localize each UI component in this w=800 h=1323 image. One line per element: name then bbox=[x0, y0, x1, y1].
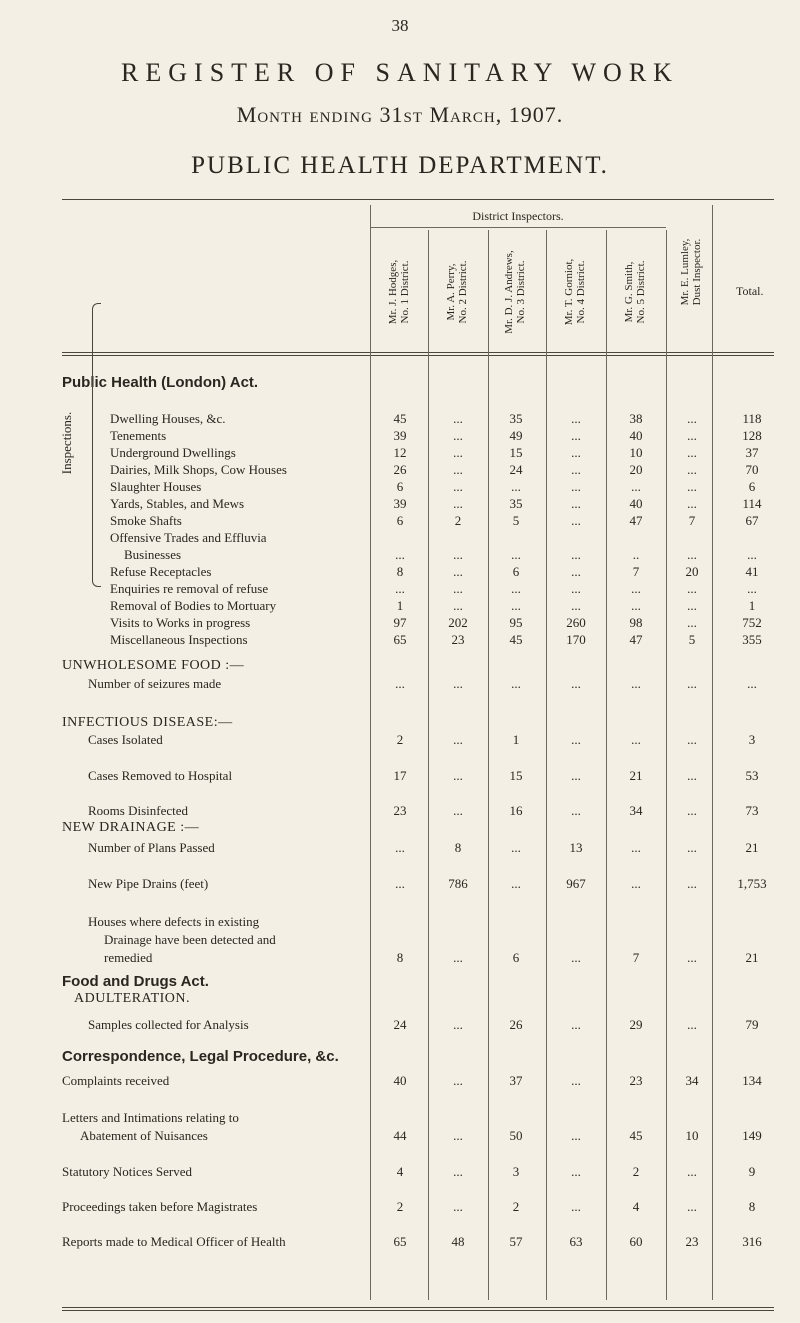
inspector-column-heading: Mr. J. Hodges, No. 1 District. bbox=[387, 259, 411, 325]
value-cell: 44 bbox=[393, 1128, 407, 1143]
value-cell: ... bbox=[571, 768, 581, 783]
row-label: Yards, Stables, and Mews bbox=[110, 496, 245, 511]
value-cell: 15 bbox=[509, 445, 523, 460]
value-cell: 1 bbox=[396, 598, 404, 613]
value-cell: ... bbox=[453, 1199, 463, 1214]
row-label: Dairies, Milk Shops, Cow Houses bbox=[110, 462, 287, 477]
value-cell: ... bbox=[453, 564, 463, 579]
value-cell: 202 bbox=[448, 615, 468, 630]
total-cell: 73 bbox=[745, 803, 759, 818]
value-cell: ... bbox=[631, 732, 641, 747]
value-cell: ... bbox=[687, 840, 697, 855]
row-label: Cases Removed to Hospital bbox=[88, 768, 233, 783]
value-cell: ... bbox=[453, 803, 463, 818]
value-cell: ... bbox=[687, 547, 697, 562]
value-cell: ... bbox=[687, 876, 697, 891]
value-cell: ... bbox=[571, 950, 581, 965]
value-cell: 47 bbox=[629, 513, 643, 528]
value-cell: 39 bbox=[393, 496, 407, 511]
value-cell: ... bbox=[687, 462, 697, 477]
value-cell: ... bbox=[453, 732, 463, 747]
value-cell: 23 bbox=[393, 803, 407, 818]
value-cell: 39 bbox=[393, 428, 407, 443]
value-cell: ... bbox=[687, 676, 697, 691]
value-cell: 23 bbox=[629, 1073, 643, 1088]
total-cell: 21 bbox=[745, 840, 759, 855]
inspector-column-heading: Mr. T. Gorniot, No. 4 District. bbox=[563, 258, 587, 326]
row-label: Dwelling Houses, &c. bbox=[110, 411, 226, 426]
value-cell: 3 bbox=[512, 1164, 520, 1179]
value-cell: 10 bbox=[685, 1128, 699, 1143]
value-cell: ... bbox=[511, 840, 521, 855]
total-cell: 67 bbox=[745, 513, 759, 528]
row-label: Proceedings taken before Magistrates bbox=[62, 1199, 258, 1214]
value-cell: ... bbox=[511, 479, 521, 494]
total-cell: 79 bbox=[745, 1017, 759, 1032]
value-cell: 49 bbox=[509, 428, 523, 443]
department-title: PUBLIC HEALTH DEPARTMENT. bbox=[191, 152, 609, 179]
value-cell: ... bbox=[687, 732, 697, 747]
value-cell: 5 bbox=[512, 513, 520, 528]
value-cell: 63 bbox=[569, 1234, 583, 1249]
value-cell: ... bbox=[687, 803, 697, 818]
section-heading: Public Health (London) Act. bbox=[62, 374, 259, 391]
total-cell: ... bbox=[747, 547, 757, 562]
row-label: New Pipe Drains (feet) bbox=[88, 876, 209, 891]
value-cell: ... bbox=[453, 1073, 463, 1088]
value-cell: 20 bbox=[629, 462, 643, 477]
row-label: Reports made to Medical Officer of Health bbox=[62, 1234, 286, 1249]
total-cell: 6 bbox=[748, 479, 756, 494]
top-rule bbox=[62, 199, 774, 200]
value-cell: ... bbox=[511, 547, 521, 562]
total-cell: 8 bbox=[748, 1199, 756, 1214]
value-cell: ... bbox=[687, 581, 697, 596]
value-cell: 23 bbox=[451, 632, 465, 647]
register-title: REGISTER OF SANITARY WORK bbox=[121, 58, 679, 87]
value-cell: 786 bbox=[448, 876, 468, 891]
value-cell: 45 bbox=[629, 1128, 643, 1143]
value-cell: 29 bbox=[629, 1017, 643, 1032]
row-label: Number of Plans Passed bbox=[88, 840, 215, 855]
row-label: Underground Dwellings bbox=[110, 445, 236, 460]
value-cell: ... bbox=[395, 676, 405, 691]
value-cell: ... bbox=[571, 676, 581, 691]
total-cell: 53 bbox=[745, 768, 759, 783]
value-cell: 967 bbox=[566, 876, 586, 891]
value-cell: ... bbox=[395, 840, 405, 855]
value-cell: 60 bbox=[629, 1234, 643, 1249]
value-cell: ... bbox=[571, 496, 581, 511]
value-cell: 8 bbox=[454, 840, 462, 855]
row-label: Samples collected for Analysis bbox=[88, 1017, 249, 1032]
value-cell: 4 bbox=[396, 1164, 404, 1179]
row-label: Offensive Trades and Effluvia bbox=[110, 530, 267, 545]
value-cell: ... bbox=[453, 1017, 463, 1032]
page-number: 38 bbox=[391, 16, 409, 35]
value-cell: ... bbox=[687, 479, 697, 494]
value-cell: ... bbox=[511, 581, 521, 596]
value-cell: ... bbox=[687, 1017, 697, 1032]
total-cell: 70 bbox=[745, 462, 759, 477]
value-cell: 40 bbox=[629, 428, 643, 443]
total-cell: ... bbox=[747, 676, 757, 691]
value-cell: ... bbox=[453, 581, 463, 596]
value-cell: 170 bbox=[566, 632, 586, 647]
row-label: Tenements bbox=[110, 428, 167, 443]
bottom-rule bbox=[62, 1307, 774, 1308]
value-cell: 13 bbox=[569, 840, 583, 855]
total-cell: 9 bbox=[748, 1164, 756, 1179]
row-label: Drainage have been detected and bbox=[104, 932, 276, 947]
value-cell: ... bbox=[571, 428, 581, 443]
total-cell: 21 bbox=[745, 950, 759, 965]
section-heading: INFECTIOUS DISEASE:— bbox=[62, 715, 233, 730]
total-heading: Total. bbox=[736, 284, 764, 298]
value-cell: 57 bbox=[509, 1234, 523, 1249]
value-cell: 17 bbox=[393, 768, 407, 783]
value-cell: ... bbox=[687, 598, 697, 613]
value-cell: 23 bbox=[685, 1234, 699, 1249]
value-cell: ... bbox=[571, 1164, 581, 1179]
value-cell: ... bbox=[453, 496, 463, 511]
value-cell: 2 bbox=[454, 513, 462, 528]
value-cell: ... bbox=[571, 1017, 581, 1032]
row-label: Complaints received bbox=[62, 1073, 170, 1088]
value-cell: ... bbox=[687, 950, 697, 965]
value-cell: ... bbox=[687, 496, 697, 511]
total-cell: 3 bbox=[748, 732, 756, 747]
header-rule-2 bbox=[62, 355, 774, 356]
value-cell: 65 bbox=[393, 1234, 407, 1249]
total-cell: 37 bbox=[745, 445, 759, 460]
row-label: Number of seizures made bbox=[88, 676, 222, 691]
value-cell: 37 bbox=[509, 1073, 523, 1088]
value-cell: 45 bbox=[509, 632, 523, 647]
value-cell: ... bbox=[453, 598, 463, 613]
value-cell: 38 bbox=[629, 411, 643, 426]
value-cell: ... bbox=[571, 564, 581, 579]
value-cell: ... bbox=[687, 445, 697, 460]
value-cell: 8 bbox=[396, 564, 404, 579]
header-rule bbox=[62, 352, 774, 353]
value-cell: 10 bbox=[629, 445, 643, 460]
value-cell: 34 bbox=[685, 1073, 699, 1088]
value-cell: ... bbox=[453, 768, 463, 783]
value-cell: 12 bbox=[393, 445, 407, 460]
value-cell: 26 bbox=[393, 462, 407, 477]
value-cell: 7 bbox=[688, 513, 696, 528]
total-cell: 1,753 bbox=[737, 876, 767, 891]
row-label: Slaughter Houses bbox=[110, 479, 202, 494]
value-cell: 47 bbox=[629, 632, 643, 647]
value-cell: ... bbox=[395, 876, 405, 891]
total-cell: 134 bbox=[742, 1073, 762, 1088]
value-cell: ... bbox=[571, 732, 581, 747]
value-cell: ... bbox=[631, 840, 641, 855]
value-cell: ... bbox=[453, 445, 463, 460]
value-cell: ... bbox=[511, 598, 521, 613]
row-label: Letters and Intimations relating to bbox=[62, 1110, 239, 1125]
total-cell: 355 bbox=[742, 632, 762, 647]
row-label: Visits to Works in progress bbox=[110, 615, 251, 630]
row-label: Refuse Receptacles bbox=[110, 564, 212, 579]
row-label: Smoke Shafts bbox=[110, 513, 182, 528]
value-cell: 15 bbox=[509, 768, 523, 783]
value-cell: ... bbox=[631, 581, 641, 596]
value-cell: ... bbox=[571, 479, 581, 494]
value-cell: 65 bbox=[393, 632, 407, 647]
value-cell: 2 bbox=[632, 1164, 640, 1179]
row-label: Businesses bbox=[124, 547, 182, 562]
value-cell: ... bbox=[631, 676, 641, 691]
total-cell: 118 bbox=[742, 411, 762, 426]
value-cell: ... bbox=[631, 479, 641, 494]
value-cell: 21 bbox=[629, 768, 643, 783]
total-cell: ... bbox=[747, 581, 757, 596]
value-cell: ... bbox=[571, 581, 581, 596]
bottom-rule-2 bbox=[62, 1310, 774, 1311]
row-label: Abatement of Nuisances bbox=[80, 1128, 208, 1143]
value-cell: 2 bbox=[396, 1199, 404, 1214]
section-heading: ADULTERATION. bbox=[74, 991, 191, 1006]
value-cell: ... bbox=[453, 411, 463, 426]
value-cell: ... bbox=[631, 598, 641, 613]
value-cell: 6 bbox=[512, 950, 520, 965]
value-cell: ... bbox=[571, 1128, 581, 1143]
total-cell: 1 bbox=[748, 598, 756, 613]
inspector-column-heading: Mr. A. Perry, No. 2 District. bbox=[445, 260, 469, 324]
row-label: Statutory Notices Served bbox=[62, 1164, 192, 1179]
value-cell: ... bbox=[453, 462, 463, 477]
inspections-label: Inspections. bbox=[59, 411, 75, 475]
value-cell: 24 bbox=[393, 1017, 407, 1032]
total-cell: 128 bbox=[742, 428, 762, 443]
section-heading: UNWHOLESOME FOOD :— bbox=[62, 658, 245, 673]
value-cell: 40 bbox=[393, 1073, 407, 1088]
value-cell: 34 bbox=[629, 803, 643, 818]
value-cell: 40 bbox=[629, 496, 643, 511]
inspector-column-heading: Mr. E. Lumley, Dust Inspector. bbox=[679, 238, 703, 306]
value-cell: 2 bbox=[396, 732, 404, 747]
row-label: Removal of Bodies to Mortuary bbox=[110, 598, 277, 613]
inspector-column-heading: Mr. D. J. Andrews, No. 3 District. bbox=[503, 250, 527, 334]
value-cell: ... bbox=[687, 768, 697, 783]
value-cell: ... bbox=[687, 1199, 697, 1214]
value-cell: 35 bbox=[509, 496, 523, 511]
value-cell: 24 bbox=[509, 462, 523, 477]
row-label: Miscellaneous Inspections bbox=[110, 632, 248, 647]
total-cell: 149 bbox=[742, 1128, 762, 1143]
total-cell: 41 bbox=[745, 564, 759, 579]
value-cell: 16 bbox=[509, 803, 523, 818]
row-label: Houses where defects in existing bbox=[88, 914, 260, 929]
value-cell: ... bbox=[453, 547, 463, 562]
value-cell: 50 bbox=[509, 1128, 523, 1143]
value-cell: 6 bbox=[512, 564, 520, 579]
value-cell: 97 bbox=[393, 615, 407, 630]
value-cell: ... bbox=[511, 876, 521, 891]
value-cell: ... bbox=[453, 950, 463, 965]
section-heading: NEW DRAINAGE :— bbox=[62, 820, 200, 835]
value-cell: 260 bbox=[566, 615, 586, 630]
value-cell: ... bbox=[571, 598, 581, 613]
row-label: remedied bbox=[104, 950, 153, 965]
value-cell: ... bbox=[395, 581, 405, 596]
value-cell: ... bbox=[453, 428, 463, 443]
inspector-column-heading: Mr. G. Smith, No. 5 District. bbox=[623, 260, 647, 324]
value-cell: 8 bbox=[396, 950, 404, 965]
value-cell: ... bbox=[453, 479, 463, 494]
value-cell: ... bbox=[687, 615, 697, 630]
row-label: Rooms Disinfected bbox=[88, 803, 189, 818]
value-cell: ... bbox=[687, 411, 697, 426]
value-cell: ... bbox=[571, 445, 581, 460]
value-cell: ... bbox=[687, 1164, 697, 1179]
value-cell: ... bbox=[687, 428, 697, 443]
value-cell: ... bbox=[571, 462, 581, 477]
total-cell: 316 bbox=[742, 1234, 762, 1249]
value-cell: ... bbox=[571, 803, 581, 818]
value-cell: ... bbox=[571, 513, 581, 528]
row-label: Enquiries re removal of refuse bbox=[110, 581, 269, 596]
value-cell: ... bbox=[395, 547, 405, 562]
value-cell: 5 bbox=[688, 632, 696, 647]
district-inspectors-heading: District Inspectors. bbox=[472, 209, 564, 223]
value-cell: ... bbox=[631, 876, 641, 891]
value-cell: 6 bbox=[396, 513, 404, 528]
value-cell: 4 bbox=[632, 1199, 640, 1214]
value-cell: 20 bbox=[685, 564, 699, 579]
section-heading: Food and Drugs Act. bbox=[62, 973, 209, 990]
row-label: Cases Isolated bbox=[88, 732, 163, 747]
total-cell: 114 bbox=[742, 496, 762, 511]
value-cell: ... bbox=[571, 411, 581, 426]
value-cell: ... bbox=[571, 1199, 581, 1214]
header-group-rule bbox=[370, 227, 666, 228]
total-cell: 752 bbox=[742, 615, 762, 630]
value-cell: 26 bbox=[509, 1017, 523, 1032]
value-cell: ... bbox=[571, 1073, 581, 1088]
value-cell: 95 bbox=[509, 615, 523, 630]
inspections-brace bbox=[92, 303, 101, 587]
value-cell: .. bbox=[632, 547, 640, 562]
value-cell: 7 bbox=[632, 950, 640, 965]
value-cell: 6 bbox=[396, 479, 404, 494]
month-subtitle: Month ending 31st March, 1907. bbox=[236, 102, 564, 127]
value-cell: 2 bbox=[512, 1199, 520, 1214]
section-heading: Correspondence, Legal Procedure, &c. bbox=[62, 1048, 339, 1065]
value-cell: ... bbox=[453, 1128, 463, 1143]
value-cell: 35 bbox=[509, 411, 523, 426]
value-cell: 48 bbox=[451, 1234, 465, 1249]
value-cell: 98 bbox=[629, 615, 643, 630]
value-cell: 45 bbox=[393, 411, 407, 426]
value-cell: ... bbox=[511, 676, 521, 691]
value-cell: ... bbox=[453, 676, 463, 691]
value-cell: ... bbox=[571, 547, 581, 562]
value-cell: 7 bbox=[632, 564, 640, 579]
value-cell: ... bbox=[453, 1164, 463, 1179]
value-cell: 1 bbox=[512, 732, 520, 747]
